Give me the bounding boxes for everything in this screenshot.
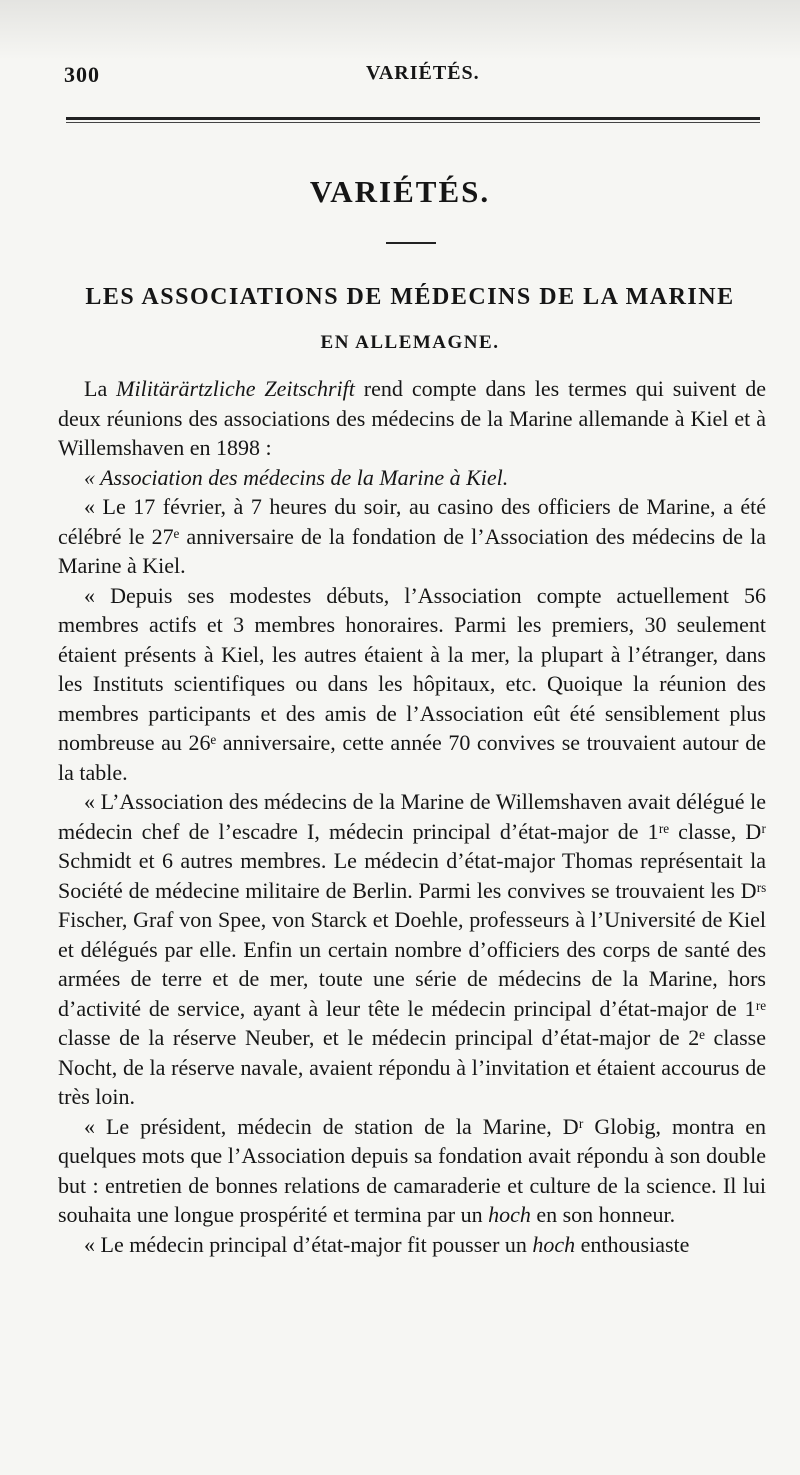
article-body	[58, 374, 766, 1259]
page-number: 300	[64, 62, 100, 87]
paragraph-3: « L’Association des médecins de la Marine de Willemshaven avait délégué le médecin chef de l’escadre I, médecin principal d’état-major de 1ʳᵉ classe, Dʳ Schmidt et 6 autres membres. Le médecin d’état-major Thomas représentait la Société de médecine militaire de Berlin. Parmi les convives se trouvaient les Dʳˢ Fischer, Graf von Spee, von Starck et Doehle, professeurs à l’Université de Kiel et délégués par elle. Enfin un certain nombre d’officiers des corps de santé des armées de terre et de mer, toute une série de médecins de la Marine, hors d’activité de service, ayant à leur tête le médecin principal d’état-major de 1ʳᵉ classe de la réserve Neuber, et le médecin principal d’état-major de 2ᵉ classe Nocht, de la réserve navale, avaient répondu à l’invitation et étaient accourus de très loin.	[58, 789, 766, 1109]
intro-paragraph	[58, 374, 766, 463]
hoch-word: hoch	[488, 1202, 531, 1227]
article-title: LES ASSOCIATIONS DE MÉDECINS DE LA MARINE	[85, 284, 735, 310]
last-paragraph	[58, 1230, 766, 1260]
association-subheading: « Association des médecins de la Marine à Kiel.	[84, 464, 509, 490]
last-text-1: « Le médecin principal d’état-major fit pousser un	[84, 1231, 533, 1257]
paragraph-2: « Depuis ses modestes débuts, l’Association compte actuellement 56 membres actifs et 3 membres honoraires. Parmi les premiers, 30 seulement étaient présents à Kiel, les autres étaient à la mer, la plupart à l’étranger, dans les Instituts scientifiques ou dans les hôpitaux, etc. Quoique la réunion des membres participants et des amis de l’Association eût été sensiblement plus nombreuse au 26ᵉ anniversaire, cette année 70 convives se trouvaient autour de la table.	[58, 582, 766, 785]
hoch-word-2: hoch	[532, 1231, 576, 1257]
section-title: VARIÉTÉS.	[309, 174, 491, 209]
header-rule-thin	[66, 122, 760, 123]
running-header	[64, 62, 764, 98]
intro-rest: rend compte dans les termes qui suivent de deux réunions des associations des médecins de la Marine allemande à Kiel et à Willemshaven en 1898 :	[58, 376, 767, 460]
president-paragraph	[58, 1112, 766, 1230]
intro-lead: La	[84, 376, 117, 401]
president-text-2: en son honneur.	[530, 1202, 676, 1227]
title-separator-rule	[386, 242, 436, 244]
last-text-2: enthousiaste	[575, 1231, 690, 1257]
page-edge-shade	[0, 0, 800, 60]
running-title: VARIÉTÉS.	[366, 62, 480, 84]
header-rule	[66, 117, 760, 120]
paragraph-1: « Le 17 février, à 7 heures du soir, au casino des officiers de Marine, a été célébré le 27ᵉ anniversaire de la fondation de l’Association des médecins de la Marine à Kiel.	[58, 494, 766, 578]
journal-name: Militärärtzliche Zeitschrift	[116, 376, 355, 401]
president-text-1: « Le président, médecin de station de la Marine, Dʳ Globig, montra en quelques mots que l’Association depuis sa fondation avait répondu à son double but : entretien de bonnes relations de camaraderie et culture de la science. Il lui souhaita une longue prospérité et termina par un	[58, 1113, 766, 1227]
article-subtitle: EN ALLEMAGNE.	[320, 332, 500, 353]
